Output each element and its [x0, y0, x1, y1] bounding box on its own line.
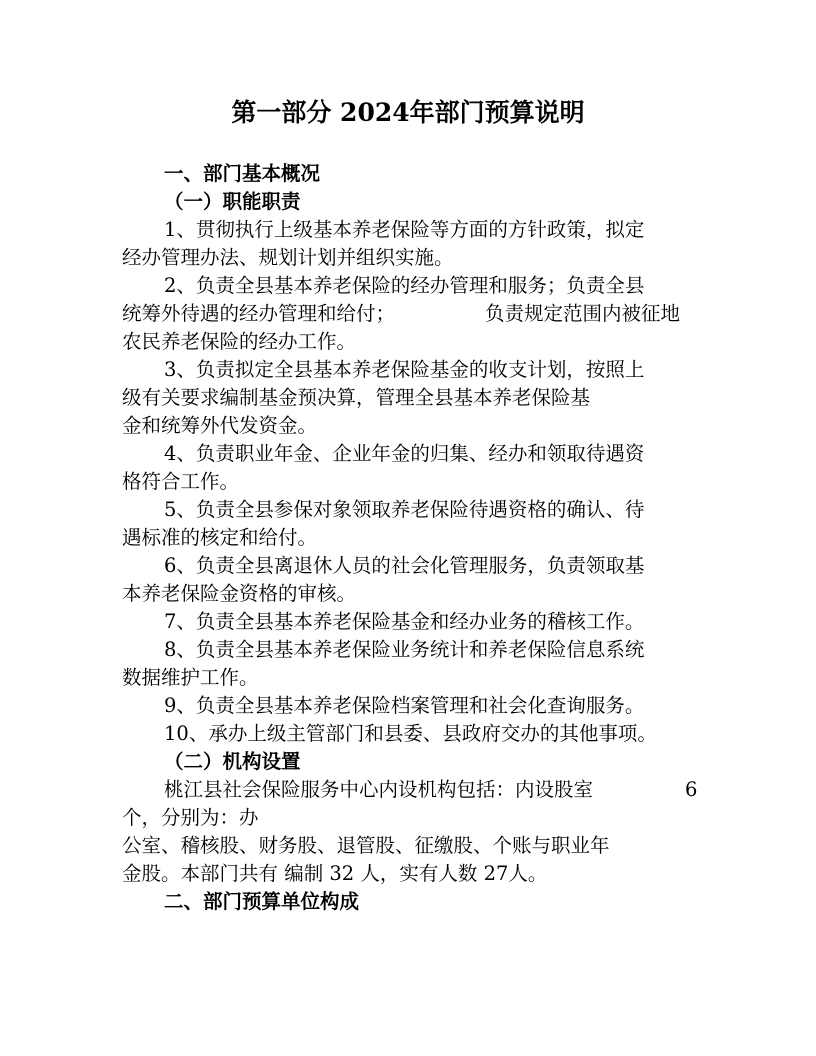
duty-3-line-2: 级有关要求编制基金预决算，管理全县基本养老保险基 — [122, 386, 591, 409]
duty-4-line-2: 格符合工作。 — [122, 470, 240, 493]
duty-2-line-3: 农民养老保险的经办工作。 — [122, 330, 357, 353]
duty-9-line-1: 9、负责全县基本养老保险档案管理和社会化查询服务。 — [164, 694, 645, 717]
duty-10-line-1: 10、承办上级主管部门和县委、县政府交办的其他事项。 — [164, 722, 657, 745]
page-title: 第一部分 2024年部门预算说明 — [231, 98, 585, 127]
subsection-heading-organization: （二）机构设置 — [164, 750, 301, 773]
org-line-2: 个，分别为：办 — [122, 806, 259, 829]
duty-2-line-2b: 负责规定范围内被征地 — [485, 302, 681, 325]
duty-6-line-1: 6、负责全县离退休人员的社会化管理服务，负责领取基 — [164, 554, 645, 577]
duty-5-line-2: 遇标准的核定和给付。 — [122, 526, 318, 549]
duty-1-line-2: 经办管理办法、规划计划并组织实施。 — [122, 246, 454, 269]
duty-5-line-1: 5、负责全县参保对象领取养老保险待遇资格的确认、待 — [164, 498, 645, 521]
duty-2-line-1: 2、负责全县基本养老保险的经办管理和服务；负责全县 — [164, 274, 645, 297]
org-line-4: 金股。本部门共有 编制 32 人，实有人数 27人。 — [122, 862, 548, 885]
org-line-1a: 桃江县社会保险服务中心内设机构包括：内设股室 — [164, 778, 594, 801]
section-heading-budget-units: 二、部门预算单位构成 — [164, 890, 360, 913]
duty-6-line-2: 本养老保险金资格的审核。 — [122, 582, 357, 605]
org-line-3: 公室、稽核股、财务股、退管股、征缴股、个账与职业年 — [122, 834, 610, 857]
section-heading-overview: 一、部门基本概况 — [164, 162, 321, 185]
duty-8-line-1: 8、负责全县基本养老保险业务统计和养老保险信息系统 — [164, 638, 645, 661]
duty-1-line-1: 1、贯彻执行上级基本养老保险等方面的方针政策，拟定 — [164, 218, 645, 241]
subsection-heading-duties: （一）职能职责 — [164, 190, 301, 213]
duty-3-line-1: 3、负责拟定全县基本养老保险基金的收支计划，按照上 — [164, 358, 645, 381]
duty-7-line-1: 7、负责全县基本养老保险基金和经办业务的稽核工作。 — [164, 610, 645, 633]
org-line-1b: 6 — [685, 778, 698, 801]
duty-2-line-2a: 统筹外待遇的经办管理和给付； — [122, 302, 396, 325]
duty-4-line-1: 4、负责职业年金、企业年金的归集、经办和领取待遇资 — [164, 442, 645, 465]
duty-3-line-3: 金和统筹外代发资金。 — [122, 414, 318, 437]
duty-8-line-2: 数据维护工作。 — [122, 666, 259, 689]
